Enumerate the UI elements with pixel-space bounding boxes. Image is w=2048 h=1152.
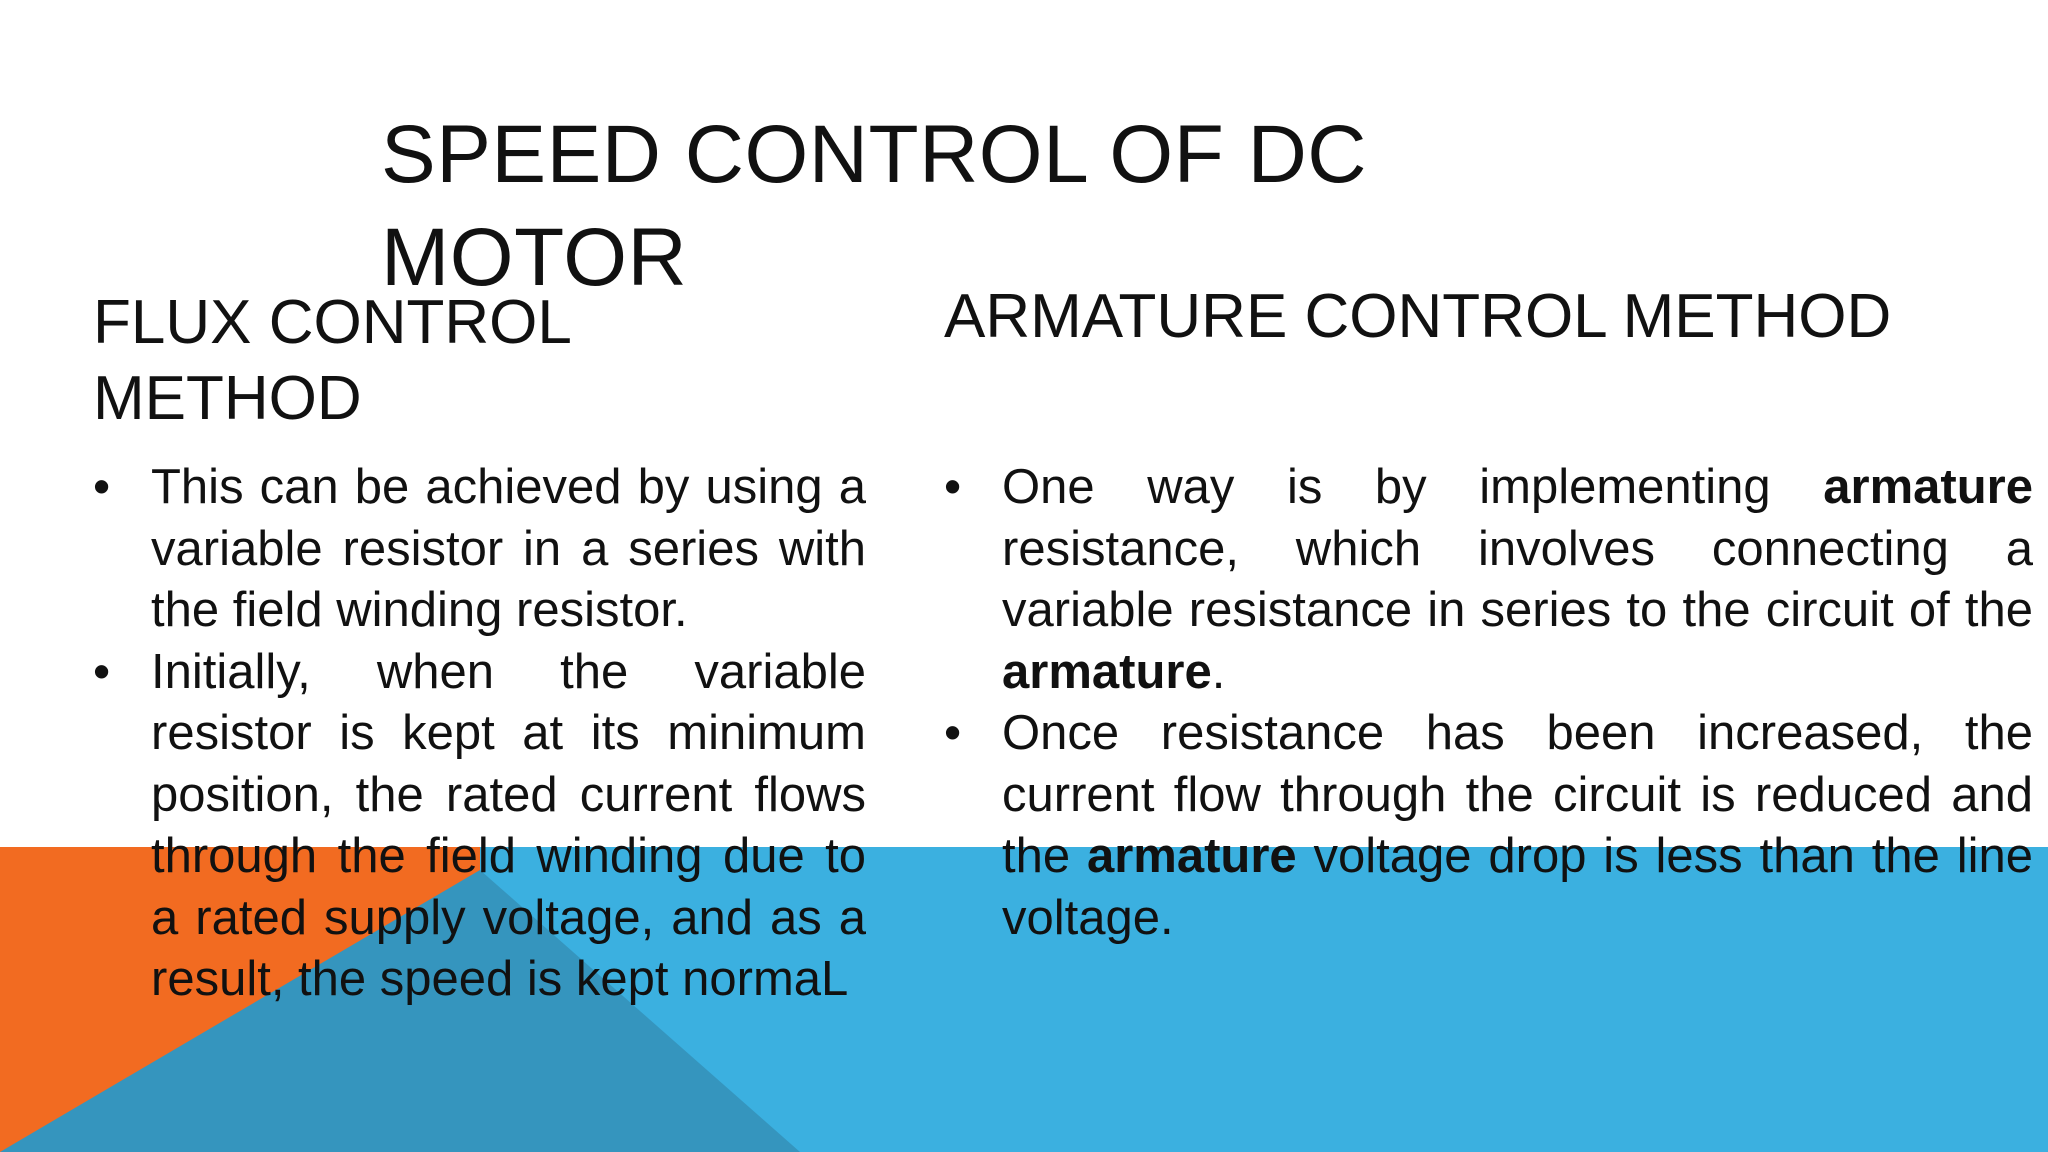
bullet-dot-icon: • — [93, 644, 111, 699]
bullet-text: One way is by implementing — [1002, 460, 1824, 514]
armature-control-bullet-list — [944, 457, 2033, 949]
bullet-text: Once resistance has been increased, the current flow through the circuit is reduced and the — [1002, 706, 2033, 883]
bullet-text: Initially, when the variable resistor is kept at its minimum position, the rated current flows through the field winding due to a rated supply voltage, and as a result, the speed is kept normaL — [151, 644, 866, 1006]
bold-term: armature — [1002, 644, 1212, 699]
bullet-item — [93, 642, 866, 1011]
bullet-dot-icon: • — [944, 460, 962, 514]
bullet-item — [944, 703, 2033, 949]
bold-term: armature — [1823, 460, 2033, 514]
bullet-item — [93, 457, 866, 642]
slide-title: SPEED CONTROL OF DC MOTOR — [381, 109, 1368, 303]
flux-control-bullet-list — [93, 457, 866, 1011]
bullet-item — [944, 457, 2033, 703]
bullet-text: voltage drop is less than the line voltage. — [1002, 829, 2033, 945]
bullet-text: . — [1211, 644, 1226, 699]
bullet-text: resistance, which involves connecting a variable resistance in series to the circuit of the — [1002, 521, 2033, 637]
flux-control-heading: FLUX CONTROL METHOD — [93, 288, 570, 433]
bold-term: armature — [1086, 829, 1297, 883]
bullet-dot-icon: • — [944, 706, 962, 760]
bullet-text: This can be achieved by using a variable resistor in a series with the field winding resistor. — [151, 460, 866, 637]
bullet-dot-icon: • — [93, 460, 111, 514]
armature-control-heading: ARMATURE CONTROL METHOD — [944, 282, 1892, 351]
